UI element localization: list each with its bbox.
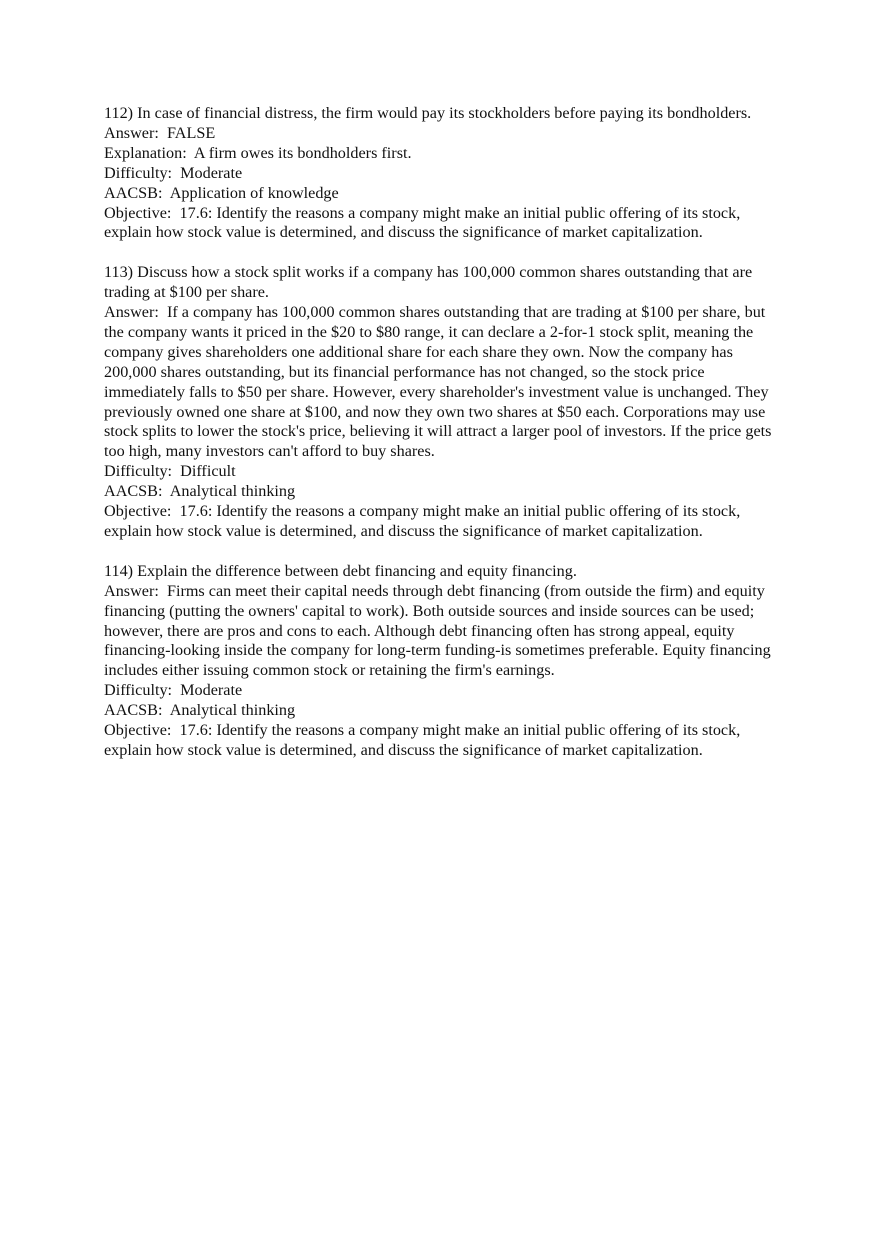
difficulty-line [104,462,776,482]
difficulty-line [104,164,776,184]
question-line [104,263,776,303]
question-line [104,104,776,124]
difficulty-value: Moderate [180,163,243,182]
question-item-114 [104,562,776,761]
answer-line [104,303,776,462]
question-text: In case of financial distress, the firm would pay its stockholders before paying its bondholders. [137,104,752,122]
difficulty-line [104,681,776,701]
answer-line [104,582,776,682]
question-line [104,562,776,582]
objective-line [104,502,776,542]
objective-text: 17.6: Identify the reasons a company might make an initial public offering of its stock, explain how stock value is determined, and discuss the significance of market capitalization. [104,721,745,759]
answer-label: Answer: [104,581,159,600]
difficulty-value: Moderate [180,681,243,700]
difficulty-label: Difficulty: [104,681,173,700]
objective-label: Objective: [104,203,172,222]
aacsb-line [104,482,776,502]
question-item-113 [104,263,776,542]
explanation-label: Explanation: [104,143,187,162]
aacsb-value: Analytical thinking [169,482,296,501]
aacsb-label: AACSB: [104,183,163,202]
question-number: 113) [104,263,134,282]
objective-text: 17.6: Identify the reasons a company might make an initial public offering of its stock, explain how stock value is determined, and discuss the significance of market capitalization. [104,203,745,242]
aacsb-value: Application of knowledge [169,183,339,202]
difficulty-value: Difficult [180,462,236,481]
aacsb-line [104,184,776,204]
question-number: 114) [104,561,134,580]
answer-label: Answer: [104,123,159,142]
question-number: 112) [104,104,134,122]
question-text: Explain the difference between debt financing and equity financing. [137,561,577,580]
explanation-text: A firm owes its bondholders first. [193,143,412,162]
answer-label: Answer: [104,303,159,322]
objective-line [104,204,776,244]
answer-text: Firms can meet their capital needs through debt financing (from outside the firm) and equity financing (putting the owners' capital to work). Both outside sources and inside sources can be used; however, there are pros and cons to each. Although debt financing often has strong appeal, equity financing-looking inside the company for long-term funding-is sometimes preferable. Equity financing includes either issuing common stock or retaining the firm's earnings. [104,581,775,680]
aacsb-line [104,701,776,721]
explanation-line [104,144,776,164]
document-page [104,104,776,781]
answer-line [104,124,776,144]
objective-label: Objective: [104,502,172,521]
objective-label: Objective: [104,721,172,740]
difficulty-label: Difficulty: [104,462,173,481]
aacsb-value: Analytical thinking [169,701,296,720]
aacsb-label: AACSB: [104,701,163,720]
objective-text: 17.6: Identify the reasons a company might make an initial public offering of its stock, explain how stock value is determined, and discuss the significance of market capitalization. [104,502,745,541]
aacsb-label: AACSB: [104,482,163,501]
answer-text: FALSE [166,123,216,142]
difficulty-label: Difficulty: [104,163,173,182]
question-item-112 [104,104,776,243]
answer-text: If a company has 100,000 common shares outstanding that are trading at $100 per share, but the company wants it priced in the $20 to $80 range, it can declare a 2-for-1 stock split, meaning the company gives shareholders one additional share for each share they own. Now the company has 200,000 shares outstanding, but its financial performance has not changed, so the stock price immediately falls to $50 per share. However, every shareholder's investment value is unchanged. They previously owned one share at $100, and now they own two shares at $50 each. Corporations may use stock splits to lower the stock's price, believing it will attract a larger pool of investors. If the price gets too high, many investors can't afford to buy shares. [104,303,776,461]
question-text: Discuss how a stock split works if a company has 100,000 common shares outstanding that are trading at $100 per share. [104,263,757,302]
objective-line [104,721,776,761]
